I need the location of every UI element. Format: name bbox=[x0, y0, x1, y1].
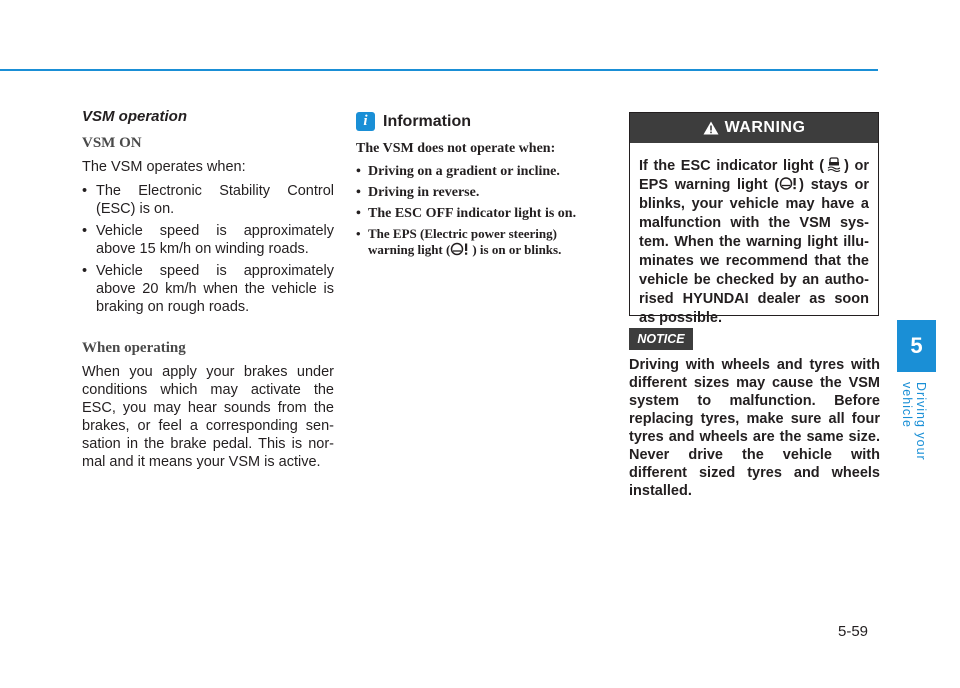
chapter-tab: 5 bbox=[897, 320, 936, 372]
warning-box bbox=[629, 112, 879, 326]
left-column bbox=[82, 108, 334, 477]
list-item-eps: • The EPS (Electric power steering) warning light ( ) is on or blinks. bbox=[356, 226, 562, 257]
page-number: 5-59 bbox=[838, 623, 869, 640]
information-list bbox=[356, 163, 606, 258]
information-box bbox=[356, 112, 606, 262]
notice-label: NOTICE bbox=[629, 328, 693, 350]
information-title: Information bbox=[383, 112, 471, 130]
list-item: • Driving on a gradient or incline. bbox=[356, 164, 560, 179]
esc-indicator-icon bbox=[824, 157, 844, 172]
information-lead: The VSM does not operate when: bbox=[356, 141, 556, 156]
section-title: VSM operation bbox=[82, 108, 188, 125]
list-item: • Vehicle speed is approximately above 20 km/h when the vehicle is braking on rough roads. bbox=[82, 263, 334, 315]
chapter-title: Driving your vehicle bbox=[900, 382, 928, 461]
warning-header bbox=[630, 113, 878, 143]
list-item: • The Electronic Stability Control (ESC) is on. bbox=[82, 183, 334, 217]
information-header bbox=[356, 112, 606, 131]
warning-triangle-icon bbox=[703, 121, 719, 135]
list-item: • The ESC OFF indicator light is on. bbox=[356, 206, 577, 221]
top-rule bbox=[0, 69, 878, 71]
steering-warning-icon bbox=[779, 176, 799, 191]
warning-label: WARNING bbox=[724, 119, 806, 136]
steering-warning-icon bbox=[450, 242, 472, 256]
list-item: • Driving in reverse. bbox=[356, 185, 480, 200]
vsm-on-list bbox=[82, 182, 334, 316]
when-operating-body: When you apply your brakes under conditions which may activate the ESC, you may hear sounds from the brakes, or feel a corresponding sen-sation in the brake pedal. This is nor-mal and it means your VSM is active. bbox=[82, 364, 334, 470]
warning-text: If the ESC indicator light ( ) or EPS warning light ( ) stays or blinks, your vehicle may have a malfunction with the VSM sys-tem. When the warning light illu-minates we recommend that the vehicle be checked by an autho-rised HYUNDAI dealer as soon as possible. bbox=[639, 158, 869, 326]
subheading-vsm-on: VSM ON bbox=[82, 135, 142, 151]
vsm-on-intro: The VSM operates when: bbox=[82, 159, 246, 175]
notice-text: Driving with wheels and tyres with different sizes may cause the VSM system to malfunction. Before replacing tyres, make sure all four tyres and wheels are the same size. Never drive the vehicle with different sized tyres and wheels installed. bbox=[629, 357, 880, 499]
list-item: • Vehicle speed is approximately above 15 km/h on winding roads. bbox=[82, 223, 334, 257]
subheading-when-operating: When operating bbox=[82, 340, 186, 356]
info-icon: i bbox=[356, 112, 375, 131]
